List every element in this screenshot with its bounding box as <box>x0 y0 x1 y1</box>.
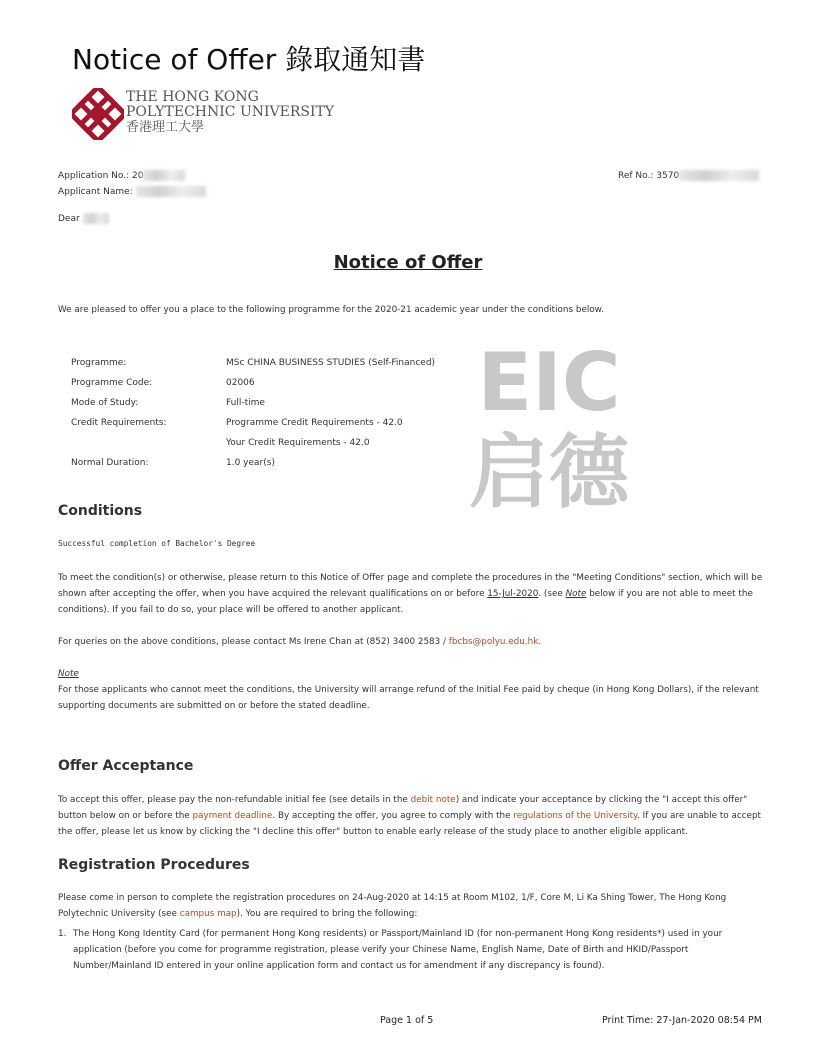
dear-label: Dear <box>58 214 80 224</box>
deadline-date: 15-Jul-2020 <box>487 589 539 599</box>
mode-of-study-label: Mode of Study: <box>71 398 139 408</box>
acceptance-paragraph <box>58 792 763 840</box>
conditions-paragraph-2 <box>58 634 763 650</box>
your-credit-value: Your Credit Requirements - 42.0 <box>226 438 370 448</box>
applicant-name <box>58 184 206 200</box>
univ-line-2: POLYTECHNIC UNIVERSITY <box>126 104 335 120</box>
watermark-line-1: EIC <box>477 336 621 429</box>
redacted-block <box>143 170 185 181</box>
header-title: Notice of Offer 錄取通知書 <box>72 43 426 76</box>
programme-value: MSc CHINA BUSINESS STUDIES (Self-Financed) <box>226 358 436 368</box>
redacted-block <box>136 186 206 197</box>
university-name <box>126 90 334 135</box>
programme-code-value: 02006 <box>226 378 255 388</box>
polyu-logo-icon <box>72 88 124 140</box>
conditions-paragraph-1 <box>58 570 763 618</box>
applicant-name-label: Applicant Name: <box>58 187 133 197</box>
payment-deadline-link[interactable]: payment deadline <box>192 811 273 821</box>
debit-note-link[interactable]: debit note <box>410 795 456 805</box>
conditions-p2-a: For queries on the above conditions, please contact Ms Irene Chan at (852) 3400 2583 / <box>58 637 449 647</box>
application-no-value: 20 <box>132 171 144 181</box>
campus-map-link[interactable]: campus map <box>179 909 237 919</box>
registration-heading: Registration Procedures <box>58 857 250 873</box>
conditions-p1-c: below if you are not able to meet the conditions). If you fail to do so, your place will be offered to another applicant. <box>58 589 753 615</box>
conditions-heading: Conditions <box>58 503 143 519</box>
notice-title: Notice of Offer <box>333 252 483 273</box>
credit-requirements-link[interactable]: Credit Requirements: <box>71 418 167 428</box>
registration-a: Please come in person to complete the registration procedures on 24-Aug-2020 at 14:15 at Room M102, 1/F, Core M, Li Ka Shing Tower, The Hong Kong Polytechnic University (see <box>58 893 727 919</box>
polyu-logo <box>72 88 124 140</box>
normal-duration-link[interactable]: Normal Duration: <box>71 458 149 468</box>
univ-line-1: THE HONG KONG <box>126 89 259 105</box>
programme-label: Programme: <box>71 358 127 368</box>
eic-watermark <box>464 338 634 518</box>
condition-text: Successful completion of Bachelor's Degree <box>58 539 256 548</box>
ref-no <box>618 168 759 184</box>
conditions-p1-a: To meet the condition(s) or otherwise, please return to this Notice of Offer page and complete the procedures in the "Meeting Conditions" section, which will be shown after accepting the offer, when you have acquired the relevant qualifications on or before <box>58 573 763 599</box>
registration-paragraph <box>58 890 763 922</box>
intro-paragraph: We are pleased to offer you a place to the following programme for the 2020-21 academic year under the conditions below. <box>58 305 604 315</box>
redacted-block <box>83 213 109 224</box>
offer-acceptance-heading: Offer Acceptance <box>58 758 194 774</box>
programme-code-label: Programme Code: <box>71 378 153 388</box>
email-link[interactable]: fbcbs@polyu.edu.hk <box>448 637 539 647</box>
univ-line-3: 香港理工大學 <box>126 120 205 135</box>
list-item: The Hong Kong Identity Card (for permanent Hong Kong residents) or Passport/Mainland ID (for non-permanent Hong Kong residents*) used in your application (before you come for programme registration, please verify your Chinese Name, English Name, Date of Birth and HKID/Passport Number/Mainland ID entered in your online application form and contact us for amendment if any discrepancy is found). <box>73 929 723 971</box>
page-number: Page 1 of 5 <box>380 1015 434 1026</box>
normal-duration-value: 1.0 year(s) <box>226 458 275 468</box>
print-time: Print Time: 27-Jan-2020 08:54 PM <box>602 1015 762 1026</box>
ref-no-label: Ref No.: <box>618 171 654 181</box>
conditions-p2-b: . <box>538 637 542 647</box>
redacted-block <box>679 170 759 181</box>
salutation <box>58 211 109 227</box>
mode-of-study-value: Full-time <box>226 398 265 408</box>
conditions-p1-b: . (see <box>538 589 566 599</box>
application-no-label: Application No.: <box>58 171 130 181</box>
watermark-line-2: 启德 <box>469 426 629 519</box>
regulations-link[interactable]: regulations of the University <box>513 811 638 821</box>
application-no <box>58 168 185 184</box>
acceptance-c: . By accepting the offer, you agree to comply with the <box>272 811 514 821</box>
registration-b: ). You are required to bring the following: <box>236 909 418 919</box>
programme-credit-value: Programme Credit Requirements - 42.0 <box>226 418 403 428</box>
list-item-number: 1. <box>58 929 67 939</box>
acceptance-a: To accept this offer, please pay the non-refundable initial fee (see details in the <box>58 795 411 805</box>
note-link[interactable]: Note <box>565 589 587 599</box>
note-text: For those applicants who cannot meet the conditions, the University will arrange refund of the Initial Fee paid by cheque (in Hong Kong Dollars), if the relevant supporting documents are submitted on or before the stated deadline. <box>58 685 759 711</box>
acceptance-d: . If you are unable to accept the offer, please let us know by clicking the "I decline this offer" button to enable early release of the study place to another eligible applicant. <box>58 811 761 837</box>
ref-no-value: 3570 <box>656 171 680 181</box>
acceptance-b: ) and indicate your acceptance by clicking the "I accept this offer" button below on or before the <box>58 795 748 821</box>
note-label: Note <box>58 669 79 679</box>
